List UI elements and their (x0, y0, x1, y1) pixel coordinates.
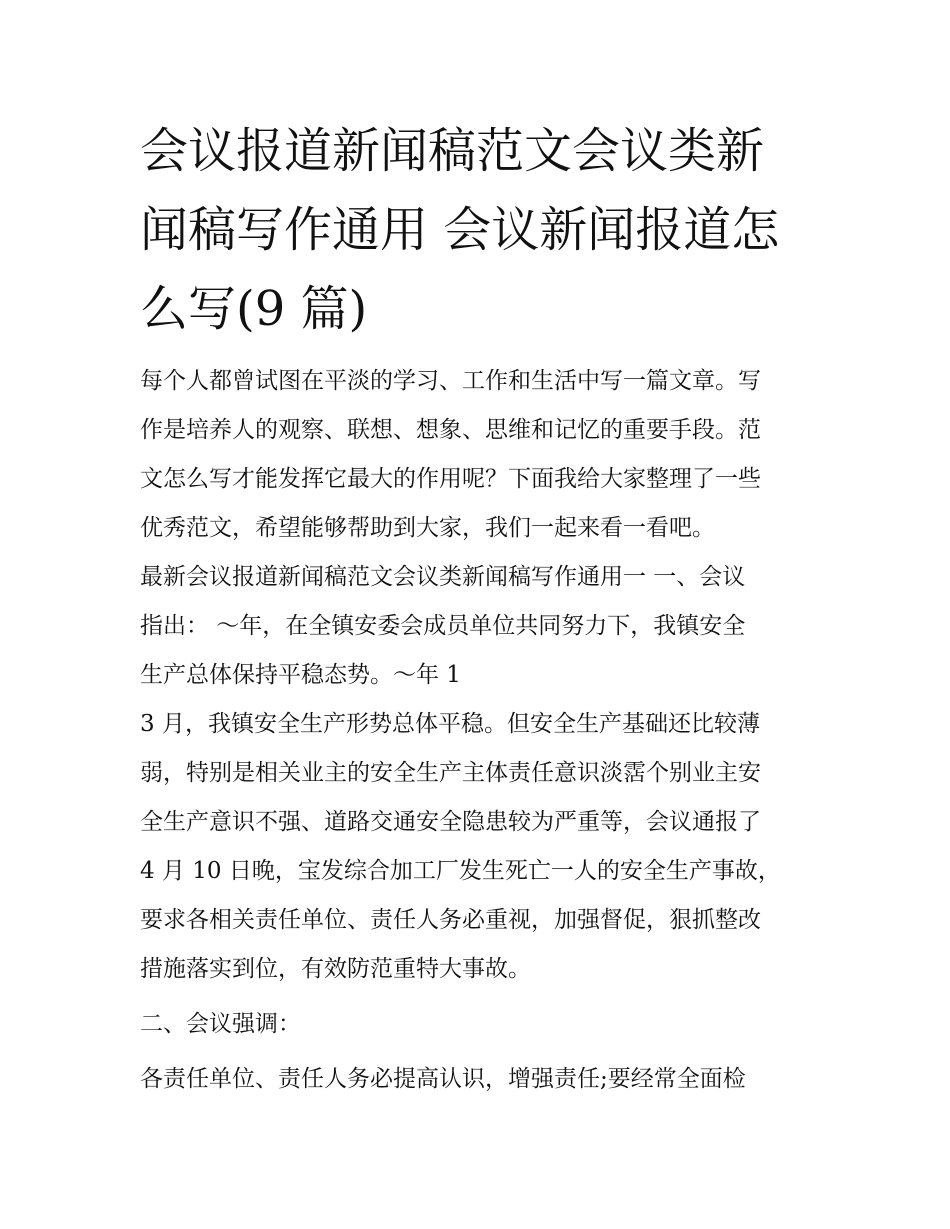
text-line: 文怎么写才能发挥它最大的作用呢？下面我给大家整理了一些 (140, 466, 761, 492)
text-line: 优秀范文，希望能够帮助到大家，我们一起来看一看吧。 (140, 515, 715, 541)
text-line: 每个人都曾试图在平淡的学习、工作和生活中写一篇文章。写 (140, 368, 761, 394)
title-line: 闻稿写作通用 会议新闻报道怎 (140, 202, 780, 258)
title-line: 会议报道新闻稿范文会议类新 (140, 123, 765, 179)
section2-heading (140, 1000, 815, 1049)
intro-paragraph (140, 357, 815, 553)
text-line: 生产总体保持平稳态势。～年 1 (140, 662, 461, 688)
text-line: 最新会议报道新闻稿范文会议类新闻稿写作通用一 一、会议 (140, 564, 746, 590)
text-line: 3 月，我镇安全生产形势总体平稳。但安全生产基础还比较薄 (140, 711, 760, 737)
text-line: 4 月 10 日晚，宝发综合加工厂发生死亡一人的安全生产事故， (140, 858, 781, 884)
text-line: 要求各相关责任单位、责任人务必重视，加强督促，狠抓整改 (140, 907, 761, 933)
text-line: 各责任单位、责任人务必提高认识，增强责任;要经常全面检 (140, 1066, 746, 1092)
text-line: 措施落实到位，有效防范重特大事故。 (140, 956, 531, 982)
section1-paragraph (140, 553, 815, 700)
text-line: 作是培养人的观察、联想、想象、思维和记忆的重要手段。范 (140, 417, 761, 443)
text-line: 指出： ～年，在全镇安委会成员单位共同努力下，我镇安全 (140, 613, 746, 639)
section1-continuation-paragraph (140, 700, 815, 994)
text-line: 全生产意识不强、道路交通安全隐患较为严重等，会议通报了 (140, 809, 761, 835)
text-line: 弱，特别是相关业主的安全生产主体责任意识淡霑个别业主安 (140, 760, 761, 786)
section2-paragraph (140, 1055, 815, 1104)
document-title (140, 112, 815, 349)
title-line: 么写(9 篇) (140, 281, 368, 337)
document-content (140, 112, 815, 1104)
heading-line: 二、会议强调： (140, 1011, 301, 1037)
